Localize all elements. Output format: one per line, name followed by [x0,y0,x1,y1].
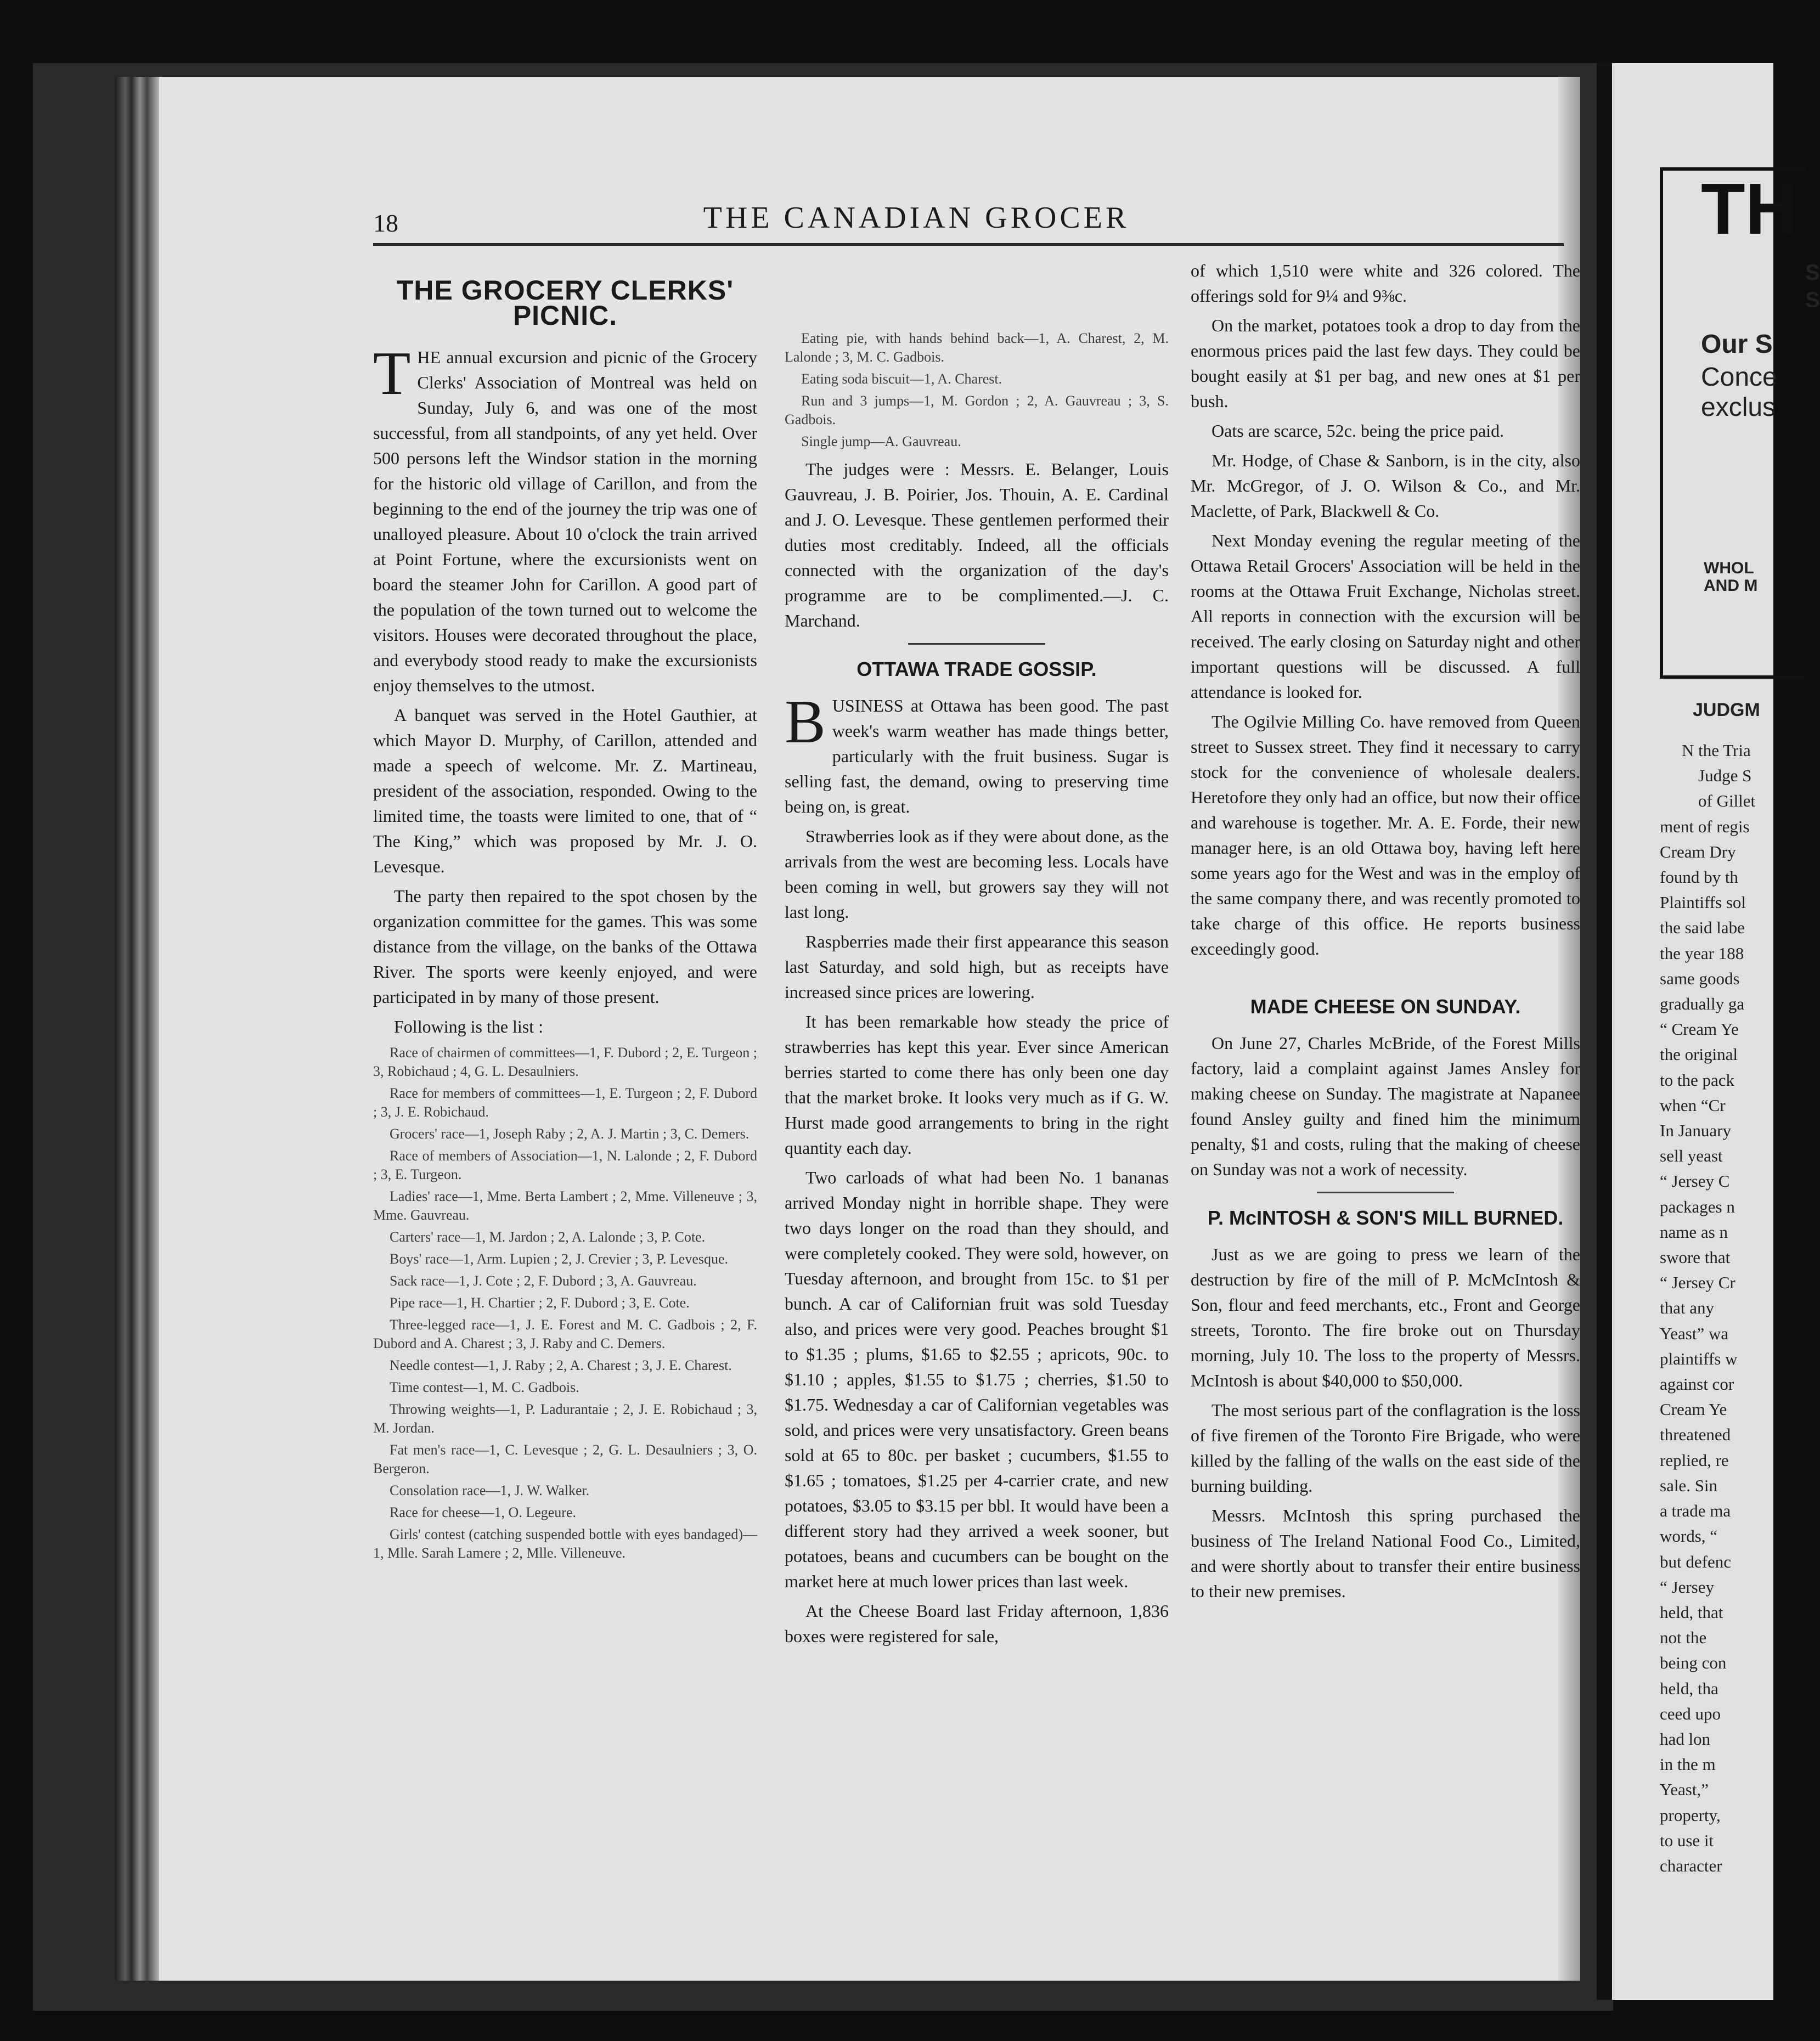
drop-cap: B [785,688,826,756]
right-page-line: Cream Dry [1660,842,1736,861]
right-page-line: gradually ga [1660,994,1745,1014]
masthead-rule [373,243,1564,246]
ad-line: Conce [1701,363,1777,392]
masthead: THE CANADIAN GROCER [703,201,1130,235]
left-page [115,77,1580,1981]
right-page-line: found by th [1660,867,1738,887]
right-page-line: not the [1660,1628,1707,1648]
list-item: Consolation race—1, J. W. Walker. [390,1482,590,1498]
right-page-line: name as n [1660,1222,1728,1242]
right-page-line: Yeast” wa [1660,1323,1729,1343]
right-page-line: to the pack [1660,1070,1735,1090]
right-page-line: the original [1660,1045,1738,1064]
right-page-line: threatened [1660,1425,1731,1445]
right-page-line: property, [1660,1805,1721,1825]
right-page-line: but defenc [1660,1552,1731,1571]
right-page-line: that any [1660,1298,1714,1318]
right-page-line: when “Cr [1660,1095,1726,1115]
article-title-ottawa: OTTAWA TRADE GOSSIP. [857,658,1097,680]
paragraph: Two carloads of what had been No. 1 bananas arrived Monday night in horrible shape. They were two days longer on the road than they should, and were completely cooked. They were sold, however, on Tuesday afternoon, and brought from 15c. to $1 per bunch. A car of Californian fruit was sold Tuesday also, and prices were very good. Peaches brought $1 to $1.35 ; plums, $1.65 to $2.55 ; apricots, 90c. to $1.10 ; apples, $1.55 to $1.75 ; cherries, $1.50 to $1.75. Wednesday a car of Californian vegetables was sold, and prices were very unsatisfactory. Green beans sold at 65 to 80c. per basket ; cucumbers, $1.55 to $1.65 ; tomatoes, $1.25 per 4-carrier crate, and new potatoes, $3.05 to $3.15 per bbl. It would have been a different story had they arrived a week sooner, but potatoes, beans and cucumbers can be bought on the market here at much lower prices than last week. [785,1168,1169,1591]
right-page-line: plaintiffs w [1660,1349,1738,1368]
right-page-line: had lon [1660,1729,1711,1749]
right-page-line: Cream Ye [1660,1400,1727,1419]
paragraph: It has been remarkable how steady the price of strawberries has kept this year. Ever since American berries started to come there has only been one day that the market broke. It looks very much as if G. W. Hurst made good arrangements to bring in the right quantity each day. [785,1012,1169,1158]
right-page-line: In January [1660,1121,1731,1141]
paragraph: Following is the list : [394,1017,544,1036]
paragraph: Mr. Hodge, of Chase & Sanborn, is in the city, also Mr. McGregor, of J. O. Wilson & Co., and Mr. Maclette, of Park, Blackwell & Co. [1191,450,1580,521]
right-page-line: to use it [1660,1830,1714,1850]
right-page-line: ment of regis [1660,816,1750,836]
paragraph: The judges were : Messrs. E. Belanger, Louis Gauvreau, J. B. Poirier, Jos. Thouin, A. E. Cardinal and J. O. Levesque. These gentlemen performed their duties most creditably. Indeed, all the officials connected with the organization of the day's programme are to be complimented.—J. C. Marchand. [785,459,1169,630]
list-item: Sack race—1, J. Cote ; 2, F. Dubord ; 3, A. Gauvreau. [390,1273,697,1289]
list-item: Needle contest—1, J. Raby ; 2, A. Charest ; 3, J. E. Charest. [390,1357,732,1373]
paragraph: The Ogilvie Milling Co. have removed from Queen street to Sussex street. They find it necessary to carry stock for the convenience of wholesale dealers. Heretofore they only had an office, but now their office and warehouse is together. Mr. A. E. Forde, their new manager here, is an old Ottawa boy, having left here some years ago for the West and was in the employ of the same company there, and was recently promoted to take charge of this office. He reports business exceedingly good. [1191,712,1580,959]
column-2 [785,258,1169,1653]
paragraph: On June 27, Charles McBride, of the Forest Mills factory, laid a complaint against James Ansley for making cheese on Sunday. The magistrate at Napanee found Ansley guilty and fined him the minimum penalty, $1 and costs, ruling that the making of cheese on Sunday was not a work of necessity. [1191,1033,1580,1179]
right-page-line: swore that [1660,1248,1731,1267]
article-title-picnic: THE GROCERY CLERKS' PICNIC. [396,275,734,331]
results-list [373,1044,757,1563]
paragraph: Messrs. McIntosh this spring purchased the business of The Ireland National Food Co., Limited, and were shortly about to transfer their entire business to their new premises. [1191,1506,1580,1601]
list-item: Carters' race—1, M. Jardon ; 2, A. Lalonde ; 3, P. Cote. [390,1229,706,1245]
results-list-continued [785,329,1169,451]
section-divider [908,643,1045,645]
ad-title: TH [1701,168,1798,249]
list-item: Girls' contest (catching suspended bottle with eyes bandaged)—1, Mlle. Sarah Lamere ; 2, Mlle. Villeneuve. [373,1526,757,1561]
column-1 [373,258,757,1566]
list-item: Eating soda biscuit—1, A. Charest. [801,371,1002,387]
list-item: Fat men's race—1, C. Levesque ; 2, G. L. Desaulniers ; 3, O. Bergeron. [373,1442,757,1476]
ad-line: AND M [1704,577,1758,595]
right-page-line: “ Cream Ye [1660,1019,1739,1039]
paragraph: of which 1,510 were white and 326 colored. The offerings sold for 9¼ and 9⅜c. [1191,261,1580,306]
right-page-line: held, that [1660,1602,1723,1622]
list-item: Throwing weights—1, P. Ladurantaie ; 2, J. E. Robichaud ; 3, M. Jordan. [373,1401,757,1436]
right-page-line: sell yeast [1660,1146,1723,1166]
paragraph: The most serious part of the conflagration is the loss of five firemen of the Toronto Fire Brigade, who were killed by the falling of the walls on the east side of the burning building. [1191,1400,1580,1496]
right-page-line: of Gillet [1698,791,1756,811]
right-page-line: being con [1660,1653,1727,1673]
list-item: Run and 3 jumps—1, M. Gordon ; 2, A. Gauvreau ; 3, S. Gadbois. [785,393,1169,427]
right-page [1597,63,1820,2000]
article-title-cheese: MADE CHEESE ON SUNDAY. [1250,995,1521,1018]
paragraph: Strawberries look as if they were about done, as the arrivals from the west are becoming less. Locals have been coming in well, but growers say they will not last long. [785,826,1169,922]
right-page-heading: JUDGM [1693,700,1760,720]
right-page-line: “ Jersey Cr [1660,1273,1736,1293]
right-page-line: Yeast,” [1660,1780,1709,1800]
ad-line: S [1805,288,1820,312]
right-page-line: sale. Sin [1660,1475,1718,1495]
list-item: Boys' race—1, Arm. Lupien ; 2, J. Crevier ; 3, P. Levesque. [390,1251,729,1267]
ad-line: exclus [1701,393,1776,422]
page-gutter [1597,63,1612,2000]
ad-line: Our S [1701,330,1773,359]
right-page-line: N the Tria [1682,741,1751,760]
right-page-line: “ Jersey [1660,1577,1714,1597]
list-item: Three-legged race—1, J. E. Forest and M. C. Gadbois ; 2, F. Dubord and A. Charest ; 3, J. Raby and C. Demers. [373,1317,757,1351]
article-title-mill: P. McINTOSH & SON'S MILL BURNED. [1207,1206,1564,1229]
right-page-line: replied, re [1660,1450,1729,1470]
list-item: Eating pie, with hands behind back—1, A. Charest, 2, M. Lalonde ; 3, M. C. Gadbois. [785,330,1169,365]
ad-line: S [1805,261,1820,285]
paragraph: A banquet was served in the Hotel Gauthier, at which Mayor D. Murphy, of Carillon, attended and made a speech of welcome. Mr. Z. Martineau, president of the association, responded. Owing to the limited time, the toasts were limited to one, that of “ The King,” which was proposed by Mr. J. O. Levesque. [373,705,757,876]
column-3 [1191,258,1580,1608]
right-page-line: a trade ma [1660,1501,1731,1521]
list-item: Race for members of committees—1, E. Turgeon ; 2, F. Dubord ; 3, J. E. Robichaud. [373,1085,757,1120]
right-page-line: same goods [1660,968,1740,988]
list-item: Time contest—1, M. C. Gadbois. [390,1379,579,1395]
paragraph: THE annual excursion and picnic of the Grocery Clerks' Association of Montreal was held on Sunday, July 6, and was one of the most successful, from all standpoints, of any yet held. Over 500 persons left the Windsor station in the morning for the historic old village of Carillon, and from the beginning to the end of the journey the trip was one of unalloyed pleasure. About 10 o'clock the train arrived at Point Fortune, where the excursionists went on board the steamer John for Carillon. A good part of the population of the town turned out to welcome the visitors. Houses were decorated throughout the place, and everybody stood ready to make the excursionists enjoy themselves to the utmost. [373,340,757,695]
right-page-line: the said labe [1660,918,1745,938]
right-page-line: against cor [1660,1374,1734,1394]
right-page-line: Plaintiffs sol [1660,893,1746,912]
paragraph: On the market, potatoes took a drop to day from the enormous prices paid the last few days. They could be bought easily at $1 per bag, and new ones at $1 per bush. [1191,315,1580,411]
list-item: Race of members of Association—1, N. Lalonde ; 2, F. Dubord ; 3, E. Turgeon. [373,1148,757,1182]
ad-line: WHOL [1704,559,1754,577]
right-page-line: the year 188 [1660,943,1744,963]
right-page-line: held, tha [1660,1678,1718,1698]
right-page-line: character [1660,1856,1722,1875]
paragraph: Next Monday evening the regular meeting of the Ottawa Retail Grocers' Association will be held in the rooms at the Ottawa Fruit Exchange, Nicholas street. All reports in connection with the excursion will be received. The early closing on Saturday night and other important questions will be discussed. A full attendance is looked for. [1191,531,1580,702]
right-page-line: Judge S [1698,766,1752,786]
right-page-line: packages n [1660,1197,1735,1216]
right-page-line: in the m [1660,1755,1716,1774]
section-divider [1317,1192,1454,1193]
page-gutter [115,77,159,1981]
right-page-column [1660,738,1802,1879]
list-item: Single jump—A. Gauvreau. [801,433,961,449]
list-item: Race for cheese—1, O. Legeure. [390,1504,576,1520]
list-item: Grocers' race—1, Joseph Raby ; 2, A. J. Martin ; 3, C. Demers. [390,1126,750,1142]
right-page-line: “ Jersey C [1660,1171,1730,1191]
paragraph: At the Cheese Board last Friday afternoon, 1,836 boxes were registered for sale, [785,1601,1169,1646]
page-number: 18 [373,209,398,237]
right-page-line: words, “ [1660,1526,1718,1546]
list-item: Race of chairmen of committees—1, F. Dubord ; 2, E. Turgeon ; 3, Robichaud ; 4, G. L. Desaulniers. [373,1045,757,1079]
paragraph: Just as we are going to press we learn of the destruction by fire of the mill of P. McMcIntosh & Son, flour and feed merchants, etc., Front and George streets, Toronto. The fire broke out on Thursday morning, July 10. The loss to the property of Messrs. McIntosh is about $40,000 to $50,000. [1191,1244,1580,1390]
paragraph: The party then repaired to the spot chosen by the organization committee for the games. This was some distance from the village, on the banks of the Ottawa River. The sports were keenly enjoyed, and were participated in by many of those present. [373,886,757,1007]
paragraph: BUSINESS at Ottawa has been good. The past week's warm weather has made things better, particularly with the fruit business. Sugar is selling fast, the demand, owing to preserving time being on, is great. [785,688,1169,816]
list-item: Pipe race—1, H. Chartier ; 2, F. Dubord ; 3, E. Cote. [390,1295,690,1311]
right-page-line: ceed upo [1660,1704,1721,1723]
paragraph: Raspberries made their first appearance this season last Saturday, and sold high, but as receipts have increased since prices are lowering. [785,932,1169,1002]
list-item: Ladies' race—1, Mme. Berta Lambert ; 2, Mme. Villeneuve ; 3, Mme. Gauvreau. [373,1188,757,1223]
drop-cap: T [373,340,411,408]
paragraph: Oats are scarce, 52c. being the price paid. [1212,421,1505,441]
